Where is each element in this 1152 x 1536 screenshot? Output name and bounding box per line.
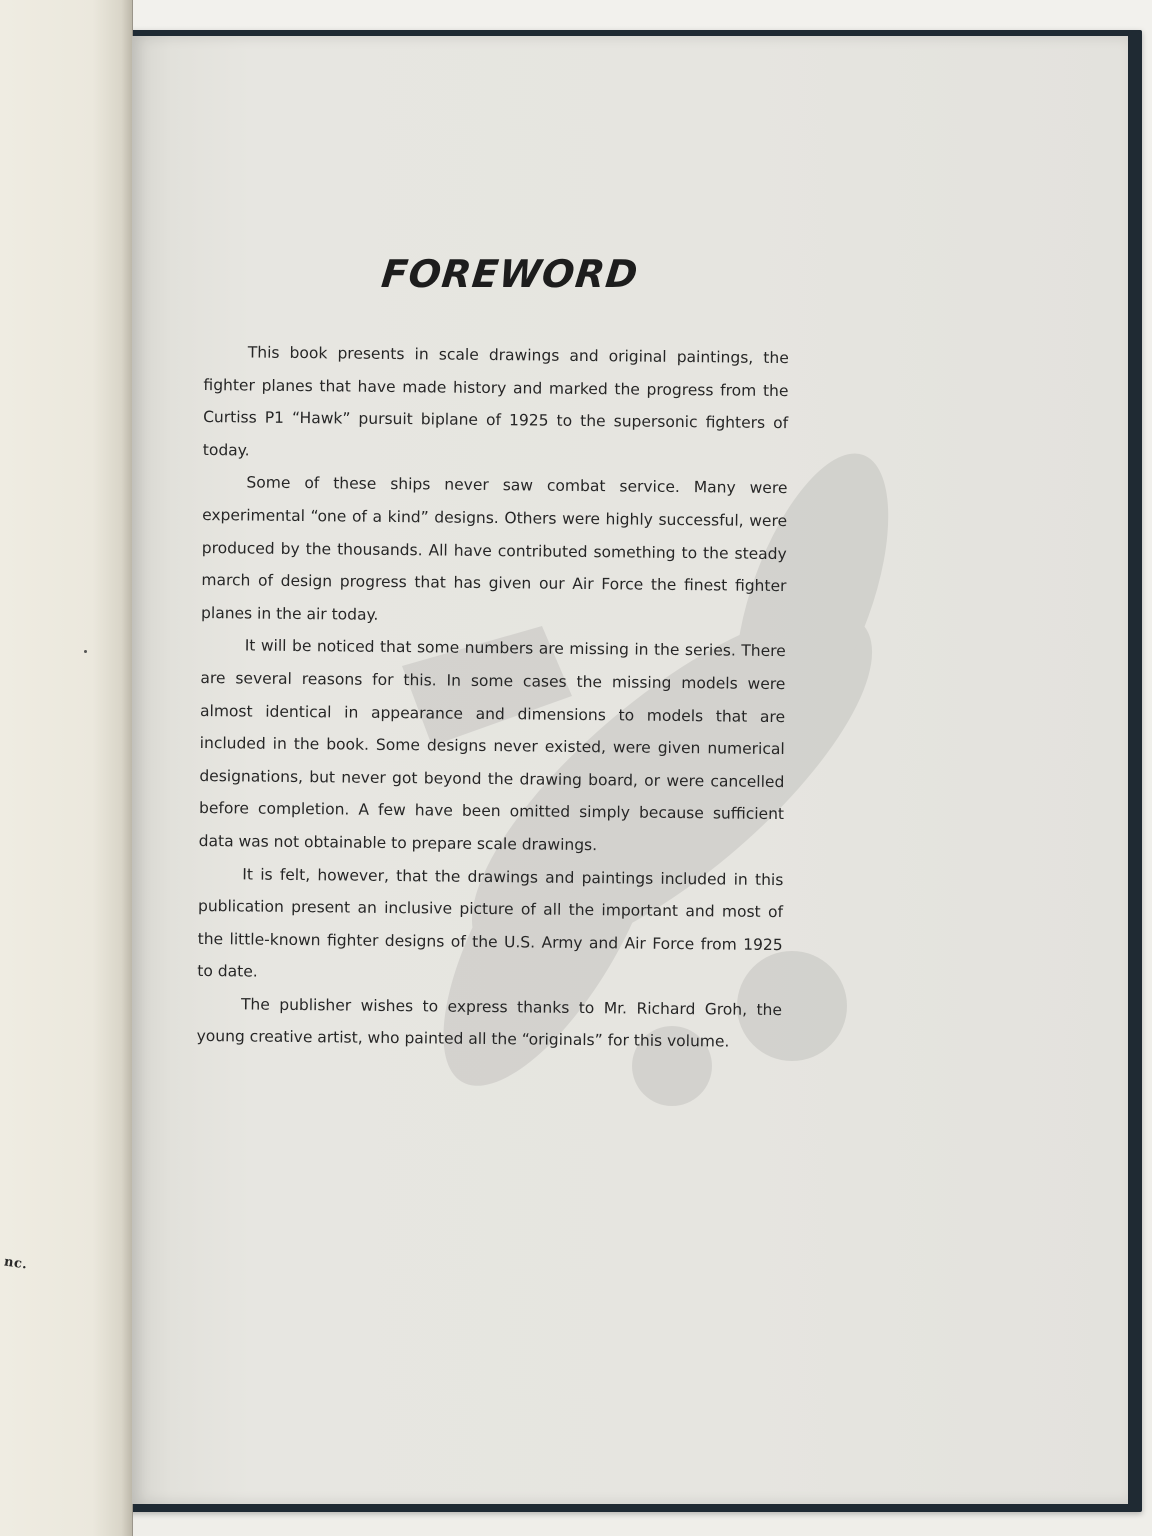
paragraph: It will be noticed that some numbers are missing in the series. There are several reasons for this. In some cases the missing models were almost identical in appearance and dimensions to models that are included in the book. Some designs never existed, were given numerical designations, but never got beyond the drawing board, or were cancelled before completion. A few have been omitted simply because sufficient data was not obtainable to prepare scale drawings. <box>198 636 786 855</box>
page-title: FOREWORD <box>379 252 641 296</box>
foreword-body <box>196 336 788 1059</box>
paragraph: It is felt, however, that the drawings and paintings included in this publication present an inclusive picture of all the important and most of the little-known fighter designs of the U.S. Army and Air Force from 1925 to date. <box>197 864 784 981</box>
paragraph: This book presents in scale drawings and original paintings, the fighter planes that have made history and marked the progress from the Curtiss P1 “Hawk” pursuit biplane of 1925 to the supersonic fighters of today. <box>202 343 789 460</box>
paragraph: Some of these ships never saw combat service. Many were experimental “one of a kind” designs. Others were highly successful, were produced by the thousands. All have contributed something to the steady march of design progress that has given our Air Force the finest fighter planes in the air today. <box>201 473 788 624</box>
left-page-imprint: nc. <box>3 1254 29 1273</box>
paragraph: The publisher wishes to express thanks to Mr. Richard Groh, the young creative artist, who painted all the “originals” for this volume. <box>196 995 783 1052</box>
left-page <box>0 0 133 1536</box>
page-speck <box>84 650 87 653</box>
